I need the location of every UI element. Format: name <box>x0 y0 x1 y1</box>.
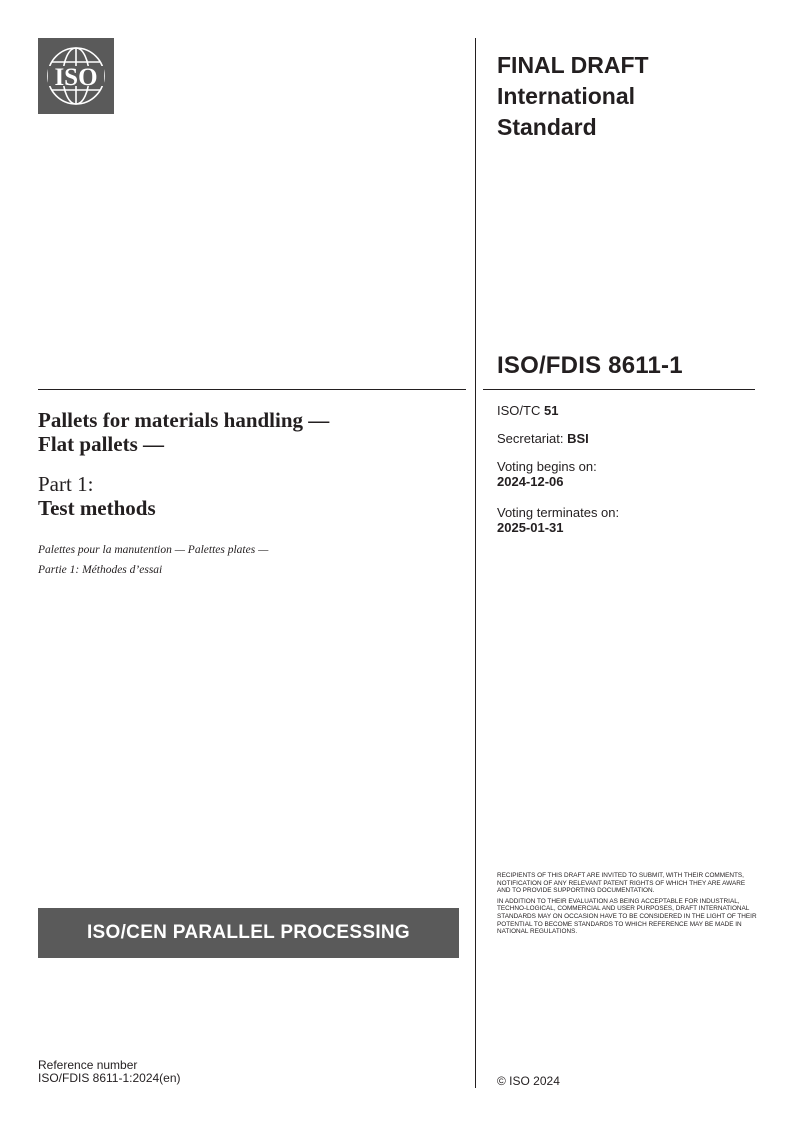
divider-left <box>38 389 466 390</box>
document-id: ISO/FDIS 8611-1 <box>497 352 683 379</box>
main-title-line-1: Pallets for materials handling — <box>38 408 330 432</box>
voting-terminates-label: Voting terminates on: <box>497 505 620 520</box>
draft-line-1: FINAL DRAFT <box>497 52 649 78</box>
reference-number <box>38 1059 181 1085</box>
column-divider <box>475 38 476 1088</box>
divider-right <box>483 389 755 390</box>
banner-text: ISO/CEN PARALLEL PROCESSING <box>86 922 411 943</box>
tc-value: 51 <box>543 403 559 418</box>
french-title-line-2: Partie 1: Méthodes d’essai <box>38 564 163 576</box>
globe-icon <box>38 38 114 114</box>
voting-terminates <box>497 505 619 535</box>
secretariat-label: Secretariat: <box>497 431 564 446</box>
document-stage-title <box>497 50 649 143</box>
french-title-line-1: Palettes pour la manutention — Palettes plates — <box>38 544 269 556</box>
secretariat-value: BSI <box>567 431 589 446</box>
iso-logo <box>38 38 114 114</box>
voting-begins <box>497 459 597 489</box>
main-title <box>38 408 458 456</box>
secretariat <box>497 431 589 446</box>
part-label: Part 1: <box>38 472 94 496</box>
technical-committee <box>497 403 558 418</box>
draft-line-3: Standard <box>497 114 597 140</box>
draft-line-2: International <box>497 83 636 109</box>
voting-terminates-date: 2025-01-31 <box>497 520 564 535</box>
main-title-line-2: Flat pallets — <box>38 432 164 456</box>
voting-begins-label: Voting begins on: <box>497 459 597 474</box>
french-title <box>38 540 268 580</box>
parallel-processing-banner <box>38 908 459 958</box>
reference-value: ISO/FDIS 8611-1:2024(en) <box>38 1071 181 1085</box>
notice-paragraph-2: IN ADDITION TO THEIR EVALUATION AS BEING ACCEPTABLE FOR INDUSTRIAL, TECHNO-LOGICAL, COMMERCIAL AND USER PURPOSES, DRAFT INTERNATIONAL STANDARDS MAY ON OCCASION HAVE TO BE CONSIDERED IN THE LIGHT OF THEIR POTENTIAL TO BECOME STANDARDS TO WHICH REFERENCE MAY BE MADE IN NATIONAL REGULATIONS. <box>497 897 757 936</box>
tc-label: ISO/TC <box>497 403 541 418</box>
notice-paragraph-1: RECIPIENTS OF THIS DRAFT ARE INVITED TO SUBMIT, WITH THEIR COMMENTS, NOTIFICATION OF ANY RELEVANT PATENT RIGHTS OF WHICH THEY ARE AWARE AND TO PROVIDE SUPPORTING DOCUMENTATION. <box>497 872 746 895</box>
copyright: © ISO 2024 <box>497 1074 560 1088</box>
reference-label: Reference number <box>38 1058 138 1072</box>
logo-text: ISO <box>54 64 98 91</box>
voting-begins-date: 2024-12-06 <box>497 474 564 489</box>
part-title: Test methods <box>38 496 156 520</box>
recipient-notice <box>497 872 757 939</box>
